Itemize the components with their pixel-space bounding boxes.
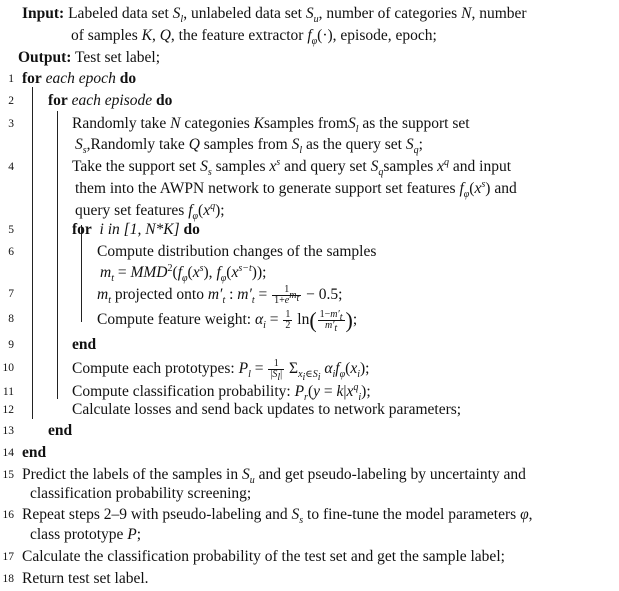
algo-line-18: Return test set label.: [22, 570, 149, 588]
line-number: 16: [2, 509, 14, 522]
algo-line-15-cont: classification probability screening;: [30, 484, 252, 502]
algo-line-1: for each epoch do: [22, 70, 137, 87]
block-bar-episode: [57, 111, 58, 399]
algo-line-6: Compute distribution changes of the samples: [97, 242, 377, 260]
line-number: 7: [8, 287, 14, 300]
line-number: 15: [2, 468, 14, 481]
line-number: 2: [8, 94, 14, 107]
input-line-1: Input: Labeled data set $S_l$, unlabeled data set $S_u$, number of categories N, number: [22, 5, 527, 26]
line-number: 8: [8, 313, 14, 326]
algo-line-14: end: [22, 443, 47, 461]
line-number: 12: [2, 403, 14, 416]
algo-line-12: Calculate losses and send back updates to network parameters;: [72, 400, 462, 418]
algo-line-4-cont2: query set features $f_\varphi(x^q)$;: [75, 200, 225, 222]
algo-line-15: Predict the labels of the samples in $S_u$ and get pseudo-labeling by uncertainty and: [22, 465, 526, 486]
output-text: Test set label;: [75, 49, 161, 67]
algo-line-2: for each episode do: [48, 91, 173, 109]
block-bar-epoch: [32, 87, 33, 419]
algo-line-6-cont: $m_t = MMD^2(f_\varphi(x^s)$, $f_\varphi(x^{s-t})$);: [100, 262, 267, 284]
line-number: 3: [8, 117, 14, 130]
line-number: 14: [2, 446, 14, 459]
algo-line-17: Calculate the classification probability of the test set and get the sample label;: [22, 548, 505, 566]
algo-line-16-cont: class prototype P;: [30, 526, 142, 544]
block-bar-inner-for: [81, 225, 82, 321]
algo-line-4-cont: them into the AWPN network to generate support set features $f_\varphi(x^s)$ and: [75, 178, 517, 201]
algo-line-10: Compute each prototypes: $P_l$ = $\frac{1}{|S_l|}$ $\Sigma_{x_i\in S_i}$ $\alpha_if_\varphi(x_i)$;: [72, 358, 370, 384]
algo-line-13: end: [48, 421, 73, 439]
algo-line-5: for i in [1, N*K] do: [72, 220, 200, 238]
line-number: 10: [2, 362, 14, 375]
algo-line-4: Take the support set $S_s$ samples $x^s$ and query set $S_qsamples$ $x^q$ and input: [72, 157, 512, 179]
algo-line-9: end: [72, 335, 97, 353]
line-number: 11: [2, 385, 14, 398]
line-number: 18: [2, 573, 14, 586]
output-line: [18, 49, 160, 67]
output-label: Output:: [18, 49, 72, 67]
input-label: Input:: [22, 5, 65, 23]
algo-line-3: Randomly take N categonies Ksamples fromS$_l$ as the support set: [72, 114, 470, 135]
algo-line-3-cont: $S_s,Randomly$ take Q samples from $S_l$ as the query set $S_q$;: [75, 136, 423, 157]
line-number: 5: [8, 223, 14, 236]
algo-line-16: Repeat steps 2–9 with pseudo-labeling and $S_s$ to fine-tune the model parameters φ,: [22, 506, 533, 527]
input-line-2: of samples K, Q, the feature extractor $f_\varphi(\cdot)$, episode, epoch;: [71, 27, 437, 48]
algo-line-11: Compute classification probability: $P_r(y = k|x^q_i)$;: [72, 381, 371, 403]
algo-line-7: $m_t$ projected onto $m'_t$ : $m'_t$ = $\frac{1}{1+e^{m_t}}$ − 0.5;: [97, 283, 343, 306]
line-number: 17: [2, 551, 14, 564]
line-number: 9: [8, 338, 14, 351]
line-number: 1: [8, 73, 14, 85]
line-number: 13: [2, 424, 14, 437]
algo-line-8: Compute feature weight: $\alpha_i$ = $\frac{1}{2}$ ln( $\frac{1-m'_t}{m'_t}$ );: [97, 307, 358, 335]
line-number: 4: [8, 161, 14, 174]
line-number: 6: [8, 245, 14, 258]
